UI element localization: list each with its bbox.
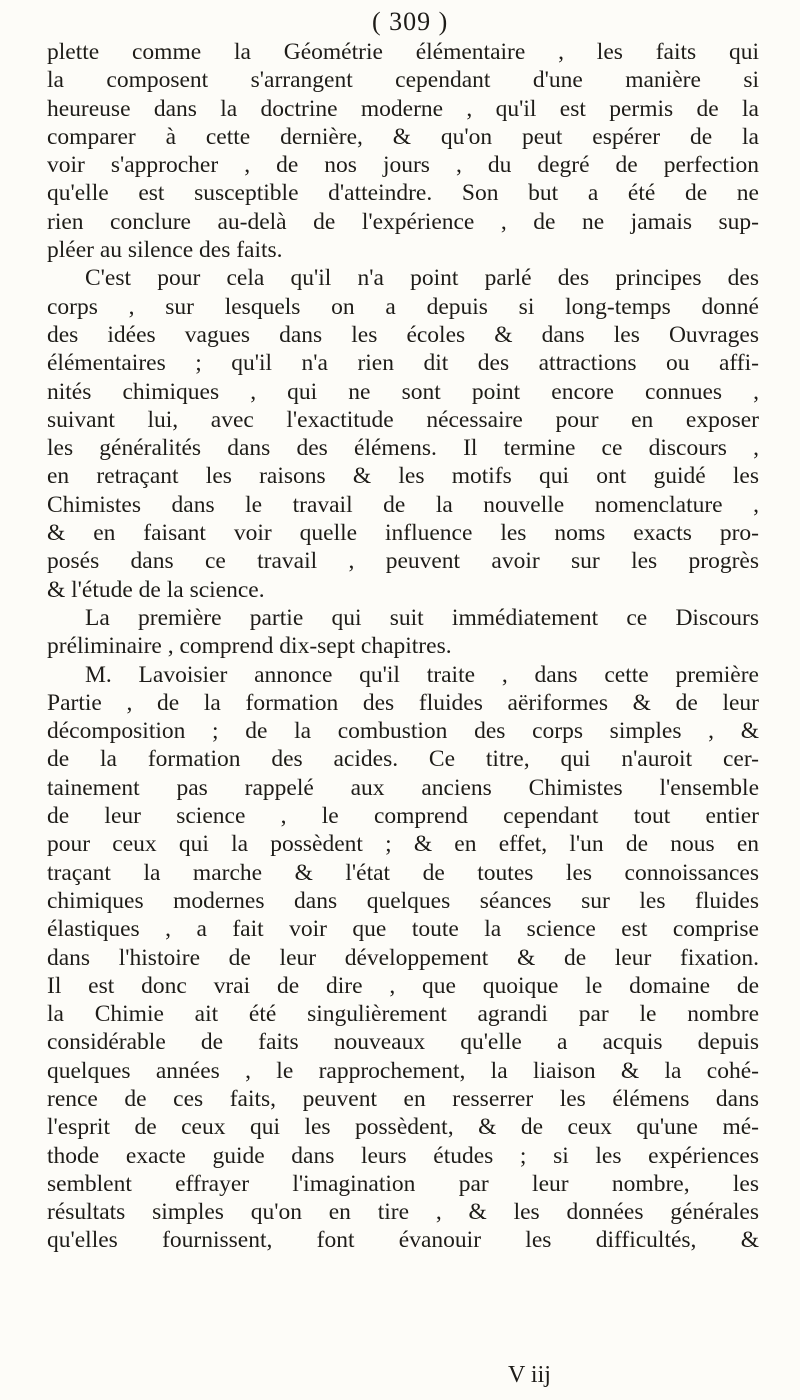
text-line: les généralités dans des élémens. Il termine ce discours ,	[47, 435, 759, 462]
page-number: ( 309 )	[372, 7, 449, 36]
text-line: rien conclure au-delà de l'expérience , de ne jamais sup-	[47, 208, 759, 235]
text-line: dans l'histoire de leur développement & de leur fixation.	[47, 944, 759, 971]
text-line: pour ceux qui la possèdent ; & en effet, l'un de nous en	[47, 831, 759, 858]
text-line: Il est donc vrai de dire , que quoique le domaine de	[47, 972, 759, 999]
text-line: élémentaires ; qu'il n'a rien dit des attractions ou affi-	[47, 350, 759, 377]
text-line: des idées vagues dans les écoles & dans les Ouvrages	[47, 321, 759, 348]
text-line: décomposition ; de la combustion des corps simples , &	[47, 718, 759, 745]
text-line: quelques années , le rapprochement, la liaison & la cohé-	[47, 1057, 759, 1084]
text-line: de leur science , le comprend cependant tout entier	[47, 803, 759, 830]
body-text	[47, 38, 759, 1255]
text-line: la composent s'arrangent cependant d'une manière si	[47, 67, 759, 94]
text-line: Partie , de la formation des fluides aëriformes & de leur	[47, 689, 759, 716]
text-line: & l'étude de la science.	[47, 576, 265, 603]
text-line: l'esprit de ceux qui les possèdent, & de ceux qu'une mé-	[47, 1114, 759, 1141]
text-line: plette comme la Géométrie élémentaire , les faits qui	[47, 39, 759, 65]
text-line: voir s'approcher , de nos jours , du degré de perfection	[47, 152, 759, 179]
text-line: traçant la marche & l'état de toutes les connoissances	[47, 859, 759, 886]
text-line: heureuse dans la doctrine moderne , qu'il est permis de la	[47, 95, 759, 122]
text-line: qu'elles fournissent, font évanouir les difficultés, &	[47, 1227, 759, 1254]
text-line: rence de ces faits, peuvent en resserrer les élémens dans	[47, 1085, 759, 1112]
text-line: posés dans ce travail , peuvent avoir sur les progrès	[47, 548, 759, 575]
text-line: suivant lui, avec l'exactitude nécessaire pour en exposer	[47, 406, 759, 433]
text-line: comparer à cette dernière, & qu'on peut espérer de la	[47, 123, 759, 150]
text-line: considérable de faits nouveaux qu'elle a acquis depuis	[47, 1029, 759, 1056]
text-line: semblent effrayer l'imagination par leur nombre, les	[47, 1170, 759, 1197]
text-line: en retraçant les raisons & les motifs qui ont guidé les	[47, 463, 759, 490]
text-line: nités chimiques , qui ne sont point encore connues ,	[47, 378, 759, 405]
text-line: résultats simples qu'on en tire , & les données générales	[47, 1199, 759, 1226]
text-line: la Chimie ait été singulièrement agrandi par le nombre	[47, 1001, 759, 1028]
text-line: pléer au silence des faits.	[47, 237, 283, 264]
text-line: qu'elle est susceptible d'atteindre. Son but a été de ne	[47, 180, 759, 207]
text-line: Chimistes dans le travail de la nouvelle nomenclature ,	[47, 491, 759, 518]
text-line: de la formation des acides. Ce titre, qui n'auroit cer-	[47, 746, 759, 773]
text-line: chimiques modernes dans quelques séances sur les fluides	[47, 887, 759, 914]
text-line: élastiques , a fait voir que toute la science est comprise	[47, 916, 759, 943]
text-line: préliminaire , comprend dix-sept chapitres.	[47, 633, 452, 660]
text-line: C'est pour cela qu'il n'a point parlé des principes des	[85, 265, 759, 292]
signature-mark: V iij	[508, 1362, 551, 1388]
text-line: thode exacte guide dans leurs études ; si les expériences	[47, 1142, 759, 1169]
text-line: corps , sur lesquels on a depuis si long-temps donné	[47, 293, 759, 320]
text-line: La première partie qui suit immédiatement ce Discours	[85, 604, 759, 631]
text-line: M. Lavoisier annonce qu'il traite , dans cette première	[85, 661, 759, 688]
text-line: & en faisant voir quelle influence les noms exacts pro-	[47, 520, 759, 547]
text-line: tainement pas rappelé aux anciens Chimistes l'ensemble	[47, 774, 759, 801]
